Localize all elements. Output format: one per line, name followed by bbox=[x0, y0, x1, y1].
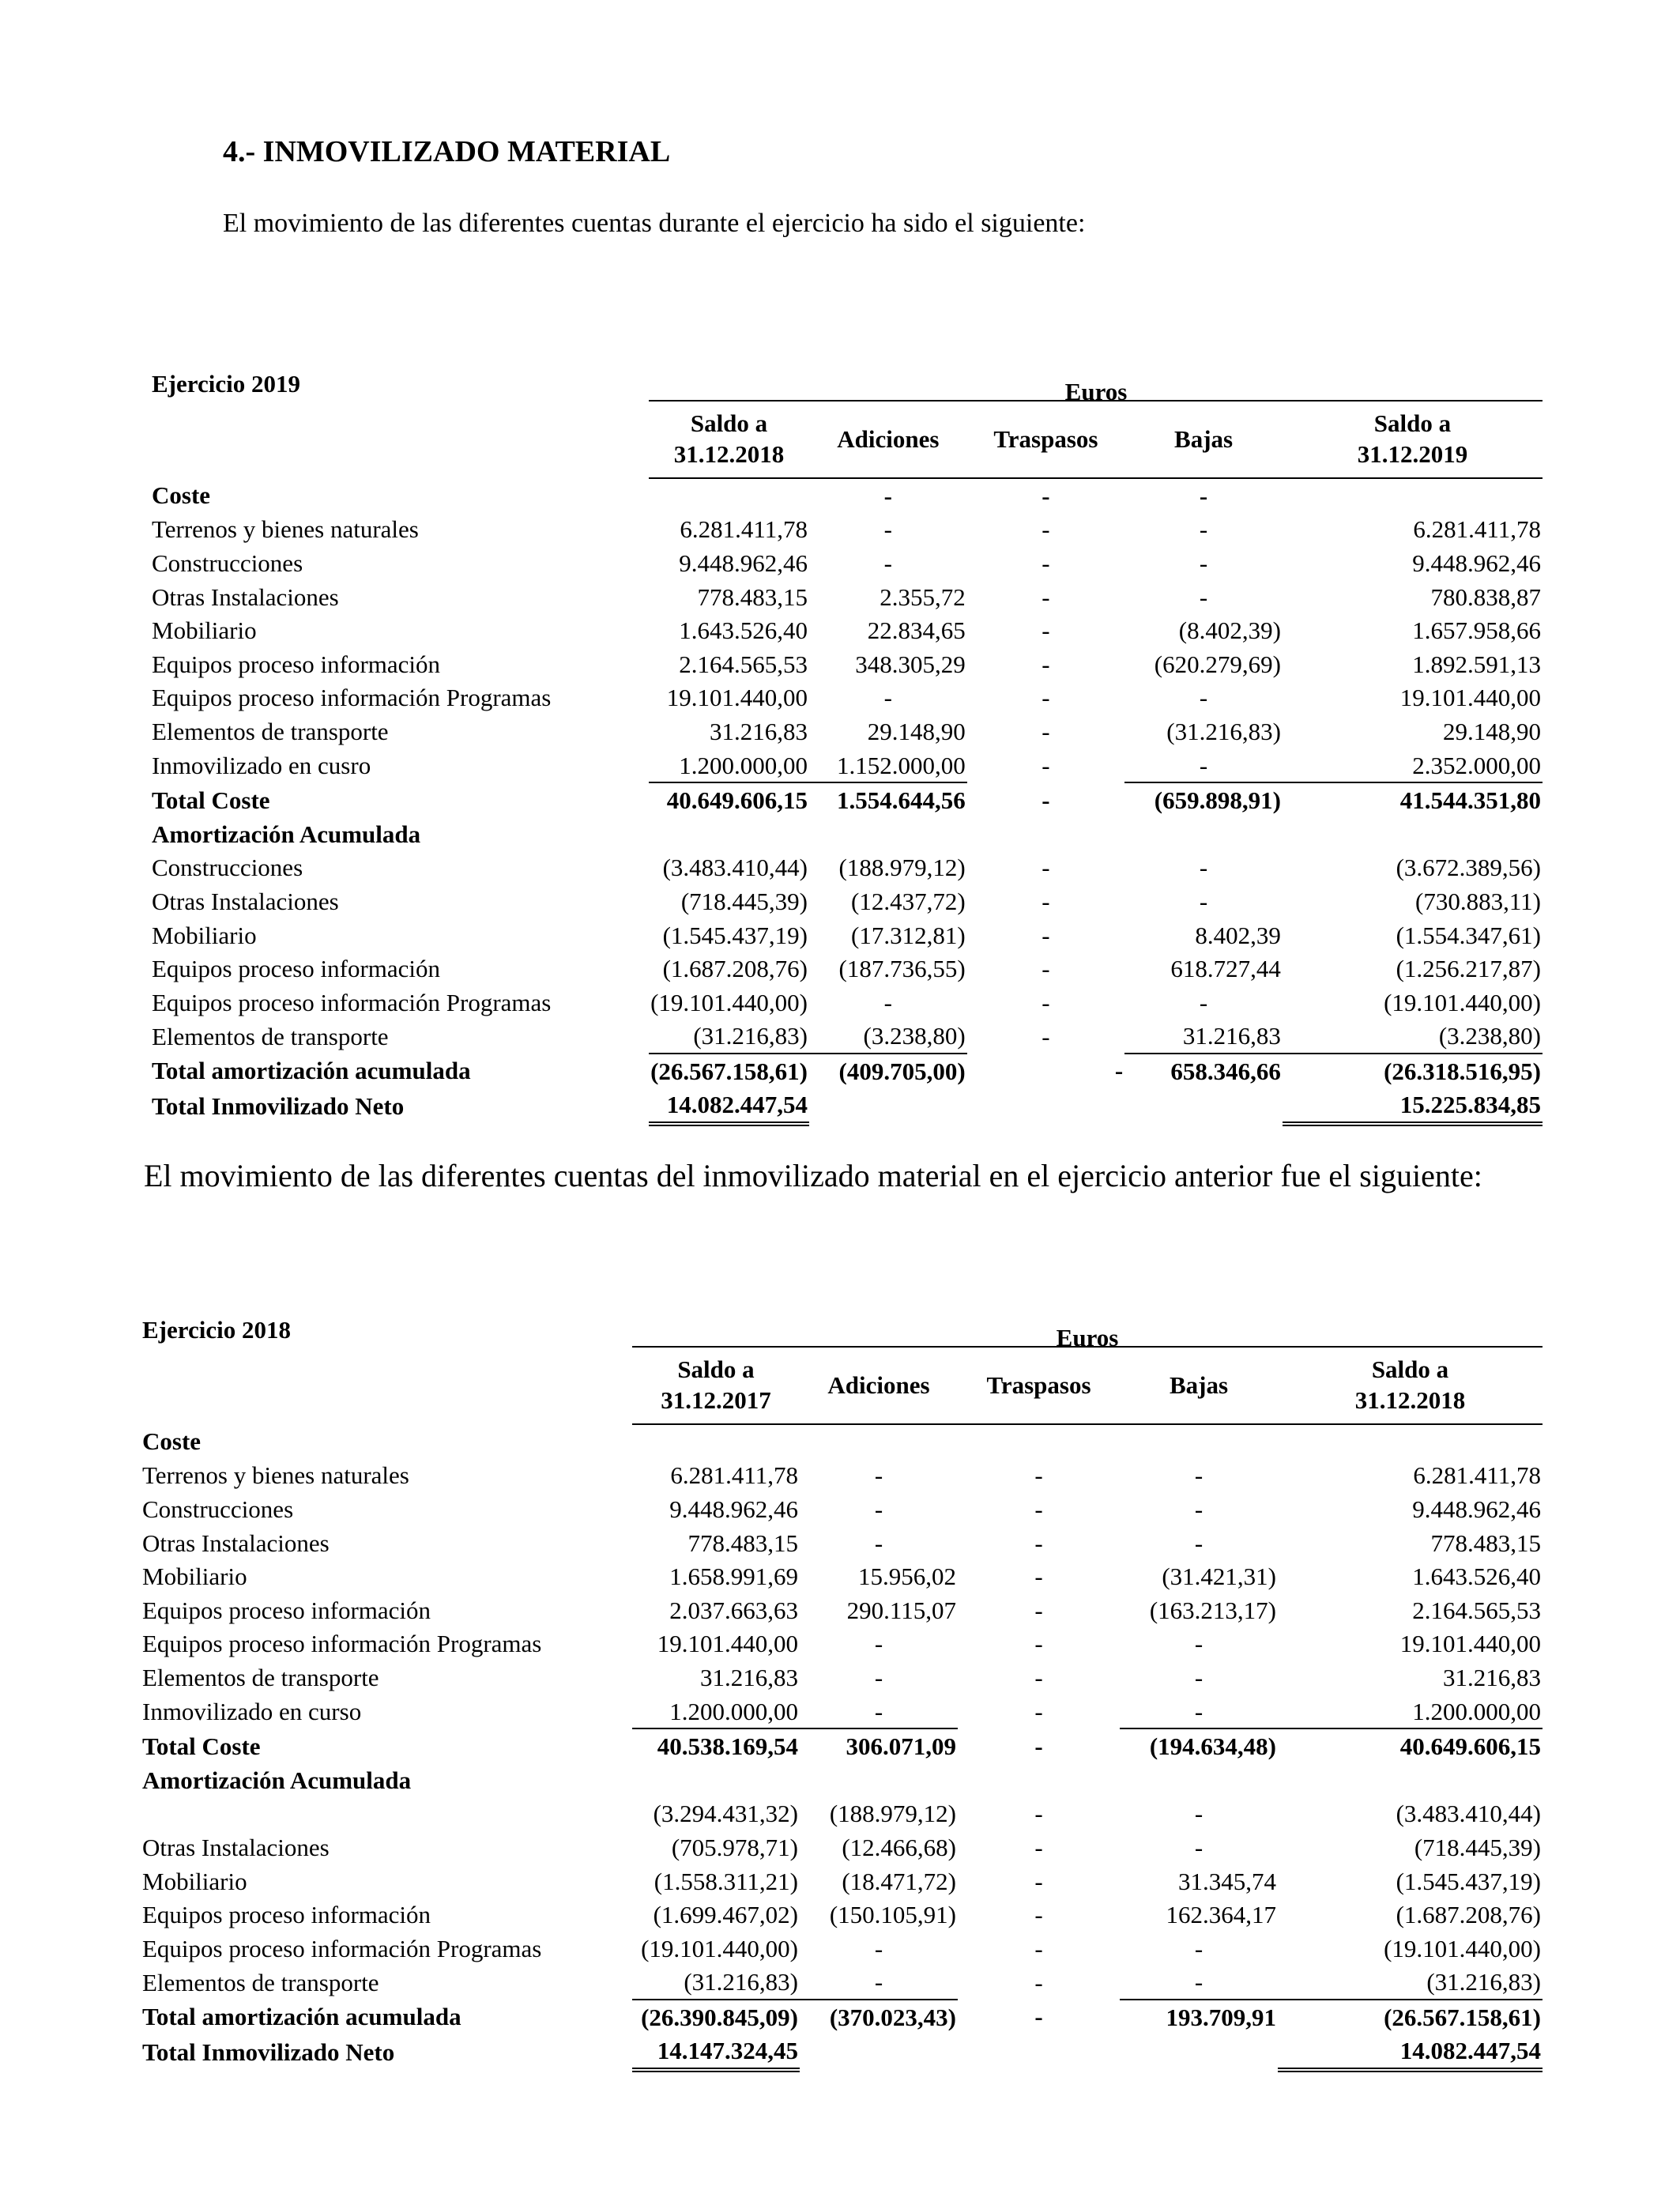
cell-traspasos: - bbox=[1034, 1968, 1043, 1996]
table-row bbox=[152, 851, 1543, 885]
cell-bajas: (8.402,39) bbox=[1178, 616, 1281, 645]
table-row bbox=[142, 1797, 1543, 1831]
cell-bajas bbox=[1120, 1763, 1278, 1797]
cell-bajas: - bbox=[1199, 481, 1208, 510]
cell-bajas: (620.279,69) bbox=[1154, 650, 1281, 678]
cell-adiciones: - bbox=[883, 515, 892, 544]
intro-paragraph: El movimiento de las diferentes cuentas durante el ejercicio ha sido el siguiente: bbox=[223, 209, 1086, 238]
cell-saldo-inicial: (26.567.158,61) bbox=[649, 1054, 809, 1088]
cell-saldo-inicial: (1.687.208,76) bbox=[662, 955, 808, 983]
col-header-saldo-inicial: Saldo a 31.12.2017 bbox=[632, 1347, 800, 1424]
cell-saldo-final bbox=[1283, 817, 1543, 851]
cell-bajas: 618.727,44 bbox=[1170, 955, 1281, 983]
cell-traspasos: - bbox=[1042, 481, 1050, 510]
row-label bbox=[142, 1797, 632, 1831]
cell-saldo-final: 14.082.447,54 bbox=[1278, 2034, 1543, 2071]
section-heading: 4.- INMOVILIZADO MATERIAL bbox=[223, 135, 671, 168]
table-row bbox=[142, 2034, 1543, 2071]
cell-traspasos bbox=[967, 817, 1125, 851]
cell-traspasos: - bbox=[1034, 1461, 1043, 1490]
cell-traspasos: - bbox=[1042, 548, 1050, 577]
cell-traspasos: - bbox=[1042, 650, 1050, 678]
row-label: Equipos proceso información Programas bbox=[142, 1934, 542, 1962]
cell-bajas: - bbox=[1199, 988, 1208, 1016]
cell-saldo-final: (1.687.208,76) bbox=[1396, 1901, 1541, 1929]
cell-bajas: (31.421,31) bbox=[1162, 1563, 1276, 1591]
cell-traspasos: - bbox=[1034, 1630, 1043, 1658]
cell-saldo-inicial bbox=[632, 1424, 800, 1459]
cell-saldo-inicial: 2.037.663,63 bbox=[669, 1596, 798, 1624]
cell-adiciones: (187.736,55) bbox=[838, 955, 966, 983]
table-row bbox=[152, 1088, 1543, 1125]
cell-bajas: (659.898,91) bbox=[1124, 782, 1283, 817]
cell-saldo-final: 19.101.440,00 bbox=[1399, 1630, 1541, 1658]
table-body bbox=[152, 401, 1543, 1124]
row-label: Equipos proceso información bbox=[152, 955, 441, 983]
cell-saldo-final: (3.483.410,44) bbox=[1396, 1800, 1541, 1828]
row-label: Terrenos y bienes naturales bbox=[142, 1461, 409, 1490]
cell-bajas: (194.634,48) bbox=[1120, 1728, 1278, 1763]
cell-traspasos: - bbox=[1042, 921, 1050, 949]
cell-bajas: - bbox=[1194, 1800, 1203, 1828]
cell-saldo-final: 15.225.834,85 bbox=[1283, 1088, 1543, 1125]
row-label: Otras Instalaciones bbox=[152, 887, 339, 915]
cell-traspasos: - bbox=[1034, 1934, 1043, 1962]
row-label: Equipos proceso información bbox=[142, 1596, 431, 1624]
table-row bbox=[152, 748, 1543, 783]
cell-adiciones: (17.312,81) bbox=[851, 921, 966, 949]
cell-saldo-inicial: 31.216,83 bbox=[709, 717, 808, 745]
cell-traspasos: - bbox=[1034, 1663, 1043, 1691]
cell-adiciones: - bbox=[874, 1630, 883, 1658]
cell-adiciones: - bbox=[874, 1934, 883, 1962]
row-label: Equipos proceso información Programas bbox=[152, 988, 552, 1016]
cell-saldo-inicial: (3.483.410,44) bbox=[662, 854, 808, 882]
row-label: Amortización Acumulada bbox=[142, 1766, 412, 1794]
cell-adiciones: - bbox=[874, 1529, 883, 1557]
cell-saldo-inicial bbox=[632, 1763, 800, 1797]
cell-saldo-final: 1.892.591,13 bbox=[1412, 650, 1541, 678]
table-title: Ejercicio 2019 bbox=[152, 370, 300, 398]
cell-saldo-final: 780.838,87 bbox=[1430, 582, 1541, 611]
table-row bbox=[152, 681, 1543, 715]
row-label: Inmovilizado en curso bbox=[142, 1698, 362, 1726]
cell-saldo-final: (19.101.440,00) bbox=[1384, 1934, 1541, 1962]
table-row bbox=[142, 1966, 1543, 2000]
cell-saldo-inicial: (718.445,39) bbox=[680, 887, 808, 915]
table-body bbox=[142, 1347, 1543, 2070]
cell-adiciones: (150.105,91) bbox=[829, 1901, 956, 1929]
cell-adiciones: - bbox=[874, 1697, 883, 1725]
row-label: Elementos de transporte bbox=[152, 1022, 389, 1050]
cell-bajas: 8.402,39 bbox=[1195, 921, 1281, 949]
row-label: Equipos proceso información Programas bbox=[142, 1630, 542, 1658]
cell-adiciones bbox=[800, 1424, 958, 1459]
col-header-saldo-inicial: Saldo a 31.12.2018 bbox=[649, 401, 809, 478]
table-row bbox=[152, 580, 1543, 614]
cell-adiciones: 1.152.000,00 bbox=[836, 751, 966, 779]
row-label: Amortización Acumulada bbox=[152, 820, 421, 848]
cell-saldo-inicial: (19.101.440,00) bbox=[641, 1934, 798, 1962]
cell-saldo-final: 19.101.440,00 bbox=[1399, 684, 1541, 712]
cell-saldo-inicial bbox=[649, 478, 809, 513]
cell-traspasos: - bbox=[1042, 887, 1050, 915]
row-label: Equipos proceso información bbox=[142, 1901, 431, 1929]
row-label: Total Inmovilizado Neto bbox=[142, 2038, 395, 2066]
col-header-bajas: Bajas bbox=[1120, 1347, 1278, 1424]
row-label: Otras Instalaciones bbox=[142, 1833, 330, 1861]
cell-saldo-final: 2.164.565,53 bbox=[1412, 1596, 1541, 1624]
cell-saldo-inicial: 19.101.440,00 bbox=[657, 1630, 798, 1658]
cell-adiciones: (3.238,80) bbox=[863, 1022, 966, 1050]
cell-traspasos: - bbox=[1034, 1563, 1043, 1591]
cell-adiciones bbox=[809, 1088, 967, 1125]
cell-saldo-inicial: (1.699.467,02) bbox=[653, 1901, 798, 1929]
cell-adiciones: - bbox=[874, 1968, 883, 1996]
cell-bajas: - bbox=[1194, 1495, 1203, 1523]
cell-bajas: 193.709,91 bbox=[1120, 2000, 1278, 2034]
cell-saldo-inicial: 778.483,15 bbox=[687, 1529, 798, 1557]
cell-saldo-inicial: (19.101.440,00) bbox=[650, 988, 808, 1016]
cell-saldo-inicial: (705.978,71) bbox=[671, 1833, 798, 1861]
row-label: Coste bbox=[152, 481, 211, 510]
table-row bbox=[142, 1492, 1543, 1526]
table-row bbox=[142, 1593, 1543, 1627]
cell-saldo-inicial: (1.545.437,19) bbox=[662, 921, 808, 949]
cell-saldo-final: 31.216,83 bbox=[1443, 1663, 1541, 1691]
table-row bbox=[142, 1661, 1543, 1695]
row-label: Total amortización acumulada bbox=[142, 2003, 461, 2031]
euros-header: Euros bbox=[1056, 1324, 1119, 1351]
table-row bbox=[152, 884, 1543, 918]
cell-traspasos bbox=[967, 1088, 1125, 1125]
cell-bajas bbox=[1120, 1424, 1278, 1459]
cell-saldo-inicial: 1.643.526,40 bbox=[679, 616, 808, 645]
cell-saldo-final: (1.545.437,19) bbox=[1396, 1867, 1541, 1895]
cell-bajas: - bbox=[1194, 1529, 1203, 1557]
table-row bbox=[142, 1627, 1543, 1661]
row-label: Equipos proceso información Programas bbox=[152, 684, 552, 712]
cell-bajas bbox=[1124, 1088, 1283, 1125]
col-header-adiciones: Adiciones bbox=[809, 401, 967, 478]
cell-saldo-inicial: 9.448.962,46 bbox=[669, 1495, 798, 1523]
cell-adiciones bbox=[800, 1763, 958, 1797]
cell-saldo-inicial: 14.082.447,54 bbox=[649, 1088, 809, 1125]
cell-bajas: - bbox=[1199, 515, 1208, 544]
cell-saldo-inicial: 6.281.411,78 bbox=[670, 1461, 798, 1490]
cell-bajas: - bbox=[1199, 751, 1208, 779]
euros-header: Euros bbox=[1064, 378, 1128, 405]
cell-saldo-inicial: 14.147.324,45 bbox=[632, 2034, 800, 2071]
cell-bajas: - bbox=[1194, 1833, 1203, 1861]
cell-adiciones: - bbox=[883, 548, 892, 577]
cell-traspasos: - bbox=[1034, 1800, 1043, 1828]
cell-adiciones: - bbox=[883, 481, 892, 510]
cell-saldo-final: 1.643.526,40 bbox=[1412, 1563, 1541, 1591]
table-row bbox=[152, 986, 1543, 1020]
cell-saldo-inicial: 19.101.440,00 bbox=[666, 684, 808, 712]
table-row bbox=[142, 1559, 1543, 1593]
cell-adiciones: 29.148,90 bbox=[867, 717, 966, 745]
cell-saldo-inicial: 778.483,15 bbox=[697, 582, 808, 611]
table-row bbox=[152, 782, 1543, 817]
table-row bbox=[152, 1020, 1543, 1054]
cell-traspasos bbox=[958, 2034, 1120, 2071]
cell-saldo-final: (26.318.516,95) bbox=[1283, 1054, 1543, 1088]
cell-traspasos: - bbox=[1034, 1495, 1043, 1523]
col-header-traspasos: Traspasos bbox=[967, 401, 1125, 478]
row-label: Elementos de transporte bbox=[142, 1968, 379, 1996]
cell-adiciones bbox=[809, 817, 967, 851]
cell-bajas: 658.346,66 bbox=[1124, 1054, 1283, 1088]
cell-traspasos: - bbox=[1042, 786, 1050, 814]
table-row bbox=[142, 1526, 1543, 1560]
cell-saldo-inicial: 31.216,83 bbox=[700, 1663, 798, 1691]
cell-saldo-inicial: (31.216,83) bbox=[684, 1968, 798, 1996]
row-label: Mobiliario bbox=[142, 1867, 247, 1895]
cell-traspasos: - bbox=[1042, 515, 1050, 544]
table-row bbox=[142, 1898, 1543, 1932]
cell-saldo-inicial bbox=[649, 817, 809, 851]
col-header-adiciones: Adiciones bbox=[800, 1347, 958, 1424]
row-label: Equipos proceso información bbox=[152, 650, 441, 678]
cell-saldo-final: (730.883,11) bbox=[1415, 887, 1541, 915]
cell-traspasos: - bbox=[1034, 1901, 1043, 1929]
table-row bbox=[152, 647, 1543, 681]
row-label: Elementos de transporte bbox=[152, 717, 389, 745]
cell-saldo-inicial: 9.448.962,46 bbox=[679, 548, 808, 577]
row-label: Construcciones bbox=[152, 854, 303, 882]
cell-saldo-final: 6.281.411,78 bbox=[1413, 1461, 1541, 1490]
table-title: Ejercicio 2018 bbox=[142, 1316, 291, 1344]
table-row bbox=[152, 546, 1543, 580]
cell-adiciones: 348.305,29 bbox=[855, 650, 966, 678]
cell-traspasos bbox=[958, 1424, 1120, 1459]
cell-adiciones: 15.956,02 bbox=[858, 1563, 956, 1591]
cell-bajas: - bbox=[1194, 1461, 1203, 1490]
cell-saldo-final: 778.483,15 bbox=[1430, 1529, 1541, 1557]
cell-saldo-final: (3.672.389,56) bbox=[1396, 854, 1541, 882]
cell-adiciones: 306.071,09 bbox=[800, 1728, 958, 1763]
cell-adiciones: 1.554.644,56 bbox=[809, 782, 967, 817]
cell-saldo-inicial: (26.390.845,09) bbox=[632, 2000, 800, 2034]
cell-traspasos: - bbox=[1042, 955, 1050, 983]
table-row bbox=[152, 613, 1543, 647]
cell-bajas: - bbox=[1199, 854, 1208, 882]
cell-traspasos: - bbox=[1042, 854, 1050, 882]
row-label: Terrenos y bienes naturales bbox=[152, 515, 419, 544]
cell-adiciones: (370.023,43) bbox=[800, 2000, 958, 2034]
cell-saldo-final bbox=[1278, 1424, 1543, 1459]
cell-saldo-inicial: (1.558.311,21) bbox=[654, 1867, 798, 1895]
cell-bajas: - bbox=[1194, 1663, 1203, 1691]
cell-adiciones: - bbox=[874, 1663, 883, 1691]
table-row bbox=[142, 1830, 1543, 1864]
cell-traspasos: - bbox=[1034, 1732, 1043, 1760]
cell-saldo-inicial: (31.216,83) bbox=[693, 1022, 808, 1050]
cell-saldo-final bbox=[1278, 1763, 1543, 1797]
cell-saldo-final: (1.256.217,87) bbox=[1396, 955, 1541, 983]
table-row bbox=[142, 1459, 1543, 1493]
cell-traspasos: - bbox=[1042, 684, 1050, 712]
cell-bajas: - bbox=[1194, 1934, 1203, 1962]
table-row bbox=[152, 952, 1543, 986]
cell-adiciones: - bbox=[874, 1495, 883, 1523]
cell-adiciones: (18.471,72) bbox=[842, 1867, 956, 1895]
cell-bajas: 31.345,74 bbox=[1178, 1867, 1276, 1895]
cell-adiciones: (12.437,72) bbox=[851, 887, 966, 915]
cell-adiciones: (188.979,12) bbox=[829, 1800, 956, 1828]
cell-bajas: - bbox=[1194, 1630, 1203, 1658]
row-label: Construcciones bbox=[152, 548, 303, 577]
cell-saldo-final: 9.448.962,46 bbox=[1412, 1495, 1541, 1523]
row-label: Inmovilizado en cusro bbox=[152, 752, 371, 780]
table-row bbox=[142, 1932, 1543, 1966]
cell-saldo-inicial: 1.200.000,00 bbox=[679, 751, 808, 779]
cell-traspasos: - bbox=[1034, 1698, 1043, 1726]
row-label: Total Coste bbox=[152, 786, 270, 814]
cell-saldo-final: (31.216,83) bbox=[1426, 1968, 1541, 1996]
cell-bajas: - bbox=[1199, 582, 1208, 611]
cell-adiciones: (12.466,68) bbox=[842, 1833, 956, 1861]
cell-saldo-inicial: 2.164.565,53 bbox=[679, 650, 808, 678]
cell-saldo-final: 9.448.962,46 bbox=[1412, 548, 1541, 577]
cell-bajas: - bbox=[1199, 887, 1208, 915]
cell-saldo-inicial: 40.649.606,15 bbox=[649, 782, 809, 817]
cell-saldo-inicial: (3.294.431,32) bbox=[653, 1800, 798, 1828]
cell-saldo-final: (26.567.158,61) bbox=[1278, 2000, 1543, 2034]
col-header-bajas: Bajas bbox=[1124, 401, 1283, 478]
cell-traspasos: - bbox=[1042, 1022, 1050, 1050]
cell-bajas: - bbox=[1199, 684, 1208, 712]
cell-traspasos: - bbox=[1034, 1529, 1043, 1557]
table-row bbox=[152, 918, 1543, 952]
col-header-saldo-final: Saldo a 31.12.2018 bbox=[1278, 1347, 1543, 1424]
cell-saldo-inicial: 1.658.991,69 bbox=[669, 1563, 798, 1591]
cell-traspasos: - bbox=[1114, 1057, 1124, 1085]
row-label: Total Inmovilizado Neto bbox=[152, 1091, 405, 1120]
table-row bbox=[142, 1763, 1543, 1797]
cell-traspasos: - bbox=[1042, 616, 1050, 645]
row-label: Otras Instalaciones bbox=[142, 1529, 330, 1557]
row-label: Otras Instalaciones bbox=[152, 582, 339, 611]
table-row bbox=[142, 2000, 1543, 2034]
row-label: Elementos de transporte bbox=[142, 1663, 379, 1691]
cell-bajas: - bbox=[1194, 1697, 1203, 1725]
cell-saldo-inicial: 6.281.411,78 bbox=[680, 515, 808, 544]
table-2019 bbox=[152, 400, 1543, 1126]
table-row bbox=[152, 478, 1543, 513]
cell-saldo-final: (3.238,80) bbox=[1438, 1022, 1541, 1050]
cell-traspasos: - bbox=[1042, 752, 1050, 780]
cell-saldo-inicial: 40.538.169,54 bbox=[632, 1728, 800, 1763]
table-2018 bbox=[142, 1346, 1543, 2072]
row-label: Construcciones bbox=[142, 1495, 294, 1523]
cell-traspasos: - bbox=[1034, 1833, 1043, 1861]
cell-saldo-final: 1.200.000,00 bbox=[1412, 1697, 1541, 1725]
table-row bbox=[152, 513, 1543, 547]
table-row bbox=[152, 817, 1543, 851]
cell-adiciones: (409.705,00) bbox=[809, 1054, 967, 1088]
cell-adiciones bbox=[800, 2034, 958, 2071]
table-row bbox=[142, 1728, 1543, 1763]
cell-traspasos: - bbox=[1042, 717, 1050, 745]
cell-saldo-final: (1.554.347,61) bbox=[1396, 921, 1541, 949]
cell-traspasos: - bbox=[1034, 1596, 1043, 1624]
cell-saldo-final: (718.445,39) bbox=[1414, 1833, 1541, 1861]
cell-bajas: - bbox=[1194, 1968, 1203, 1996]
cell-adiciones: 290.115,07 bbox=[846, 1596, 956, 1624]
cell-adiciones: 2.355,72 bbox=[880, 582, 966, 611]
cell-traspasos: - bbox=[1042, 988, 1050, 1016]
header-row bbox=[152, 401, 1543, 478]
table-row bbox=[142, 1695, 1543, 1729]
row-label: Coste bbox=[142, 1427, 202, 1456]
row-label: Mobiliario bbox=[152, 616, 257, 645]
cell-traspasos: - bbox=[1034, 2003, 1043, 2031]
prior-year-paragraph: El movimiento de las diferentes cuentas del inmovilizado material en el ejercicio anterior fue el siguiente: bbox=[144, 1158, 1482, 1193]
cell-bajas: (31.216,83) bbox=[1166, 717, 1281, 745]
cell-saldo-final: 41.544.351,80 bbox=[1283, 782, 1543, 817]
table-row bbox=[142, 1424, 1543, 1459]
cell-adiciones: - bbox=[874, 1461, 883, 1490]
cell-adiciones: 22.834,65 bbox=[867, 616, 966, 645]
cell-saldo-final: 40.649.606,15 bbox=[1278, 1728, 1543, 1763]
cell-traspasos: - bbox=[1042, 582, 1050, 611]
cell-adiciones: (188.979,12) bbox=[838, 854, 966, 882]
cell-bajas: 162.364,17 bbox=[1166, 1901, 1276, 1929]
cell-bajas: - bbox=[1199, 548, 1208, 577]
table-row bbox=[152, 714, 1543, 748]
header-row bbox=[142, 1347, 1543, 1424]
cell-traspasos: - bbox=[1034, 1867, 1043, 1895]
col-header-saldo-final: Saldo a 31.12.2019 bbox=[1283, 401, 1543, 478]
table-row bbox=[142, 1864, 1543, 1898]
cell-adiciones: - bbox=[883, 988, 892, 1016]
cell-saldo-final: 6.281.411,78 bbox=[1413, 515, 1541, 544]
cell-bajas: (163.213,17) bbox=[1149, 1596, 1276, 1624]
row-label: Mobiliario bbox=[142, 1563, 247, 1591]
cell-bajas: 31.216,83 bbox=[1182, 1022, 1281, 1050]
cell-bajas bbox=[1124, 817, 1283, 851]
row-label: Total amortización acumulada bbox=[152, 1057, 471, 1085]
cell-bajas bbox=[1120, 2034, 1278, 2071]
cell-saldo-final: (19.101.440,00) bbox=[1384, 988, 1541, 1016]
cell-saldo-final: 2.352.000,00 bbox=[1412, 751, 1541, 779]
cell-saldo-final bbox=[1283, 478, 1543, 513]
cell-saldo-final: 1.657.958,66 bbox=[1412, 616, 1541, 645]
cell-saldo-final: 29.148,90 bbox=[1443, 717, 1541, 745]
table-row bbox=[152, 1054, 1543, 1088]
cell-traspasos bbox=[958, 1763, 1120, 1797]
cell-saldo-inicial: 1.200.000,00 bbox=[669, 1697, 798, 1725]
row-label: Total Coste bbox=[142, 1732, 261, 1760]
row-label: Mobiliario bbox=[152, 921, 257, 949]
col-header-traspasos: Traspasos bbox=[958, 1347, 1120, 1424]
cell-adiciones: - bbox=[883, 684, 892, 712]
